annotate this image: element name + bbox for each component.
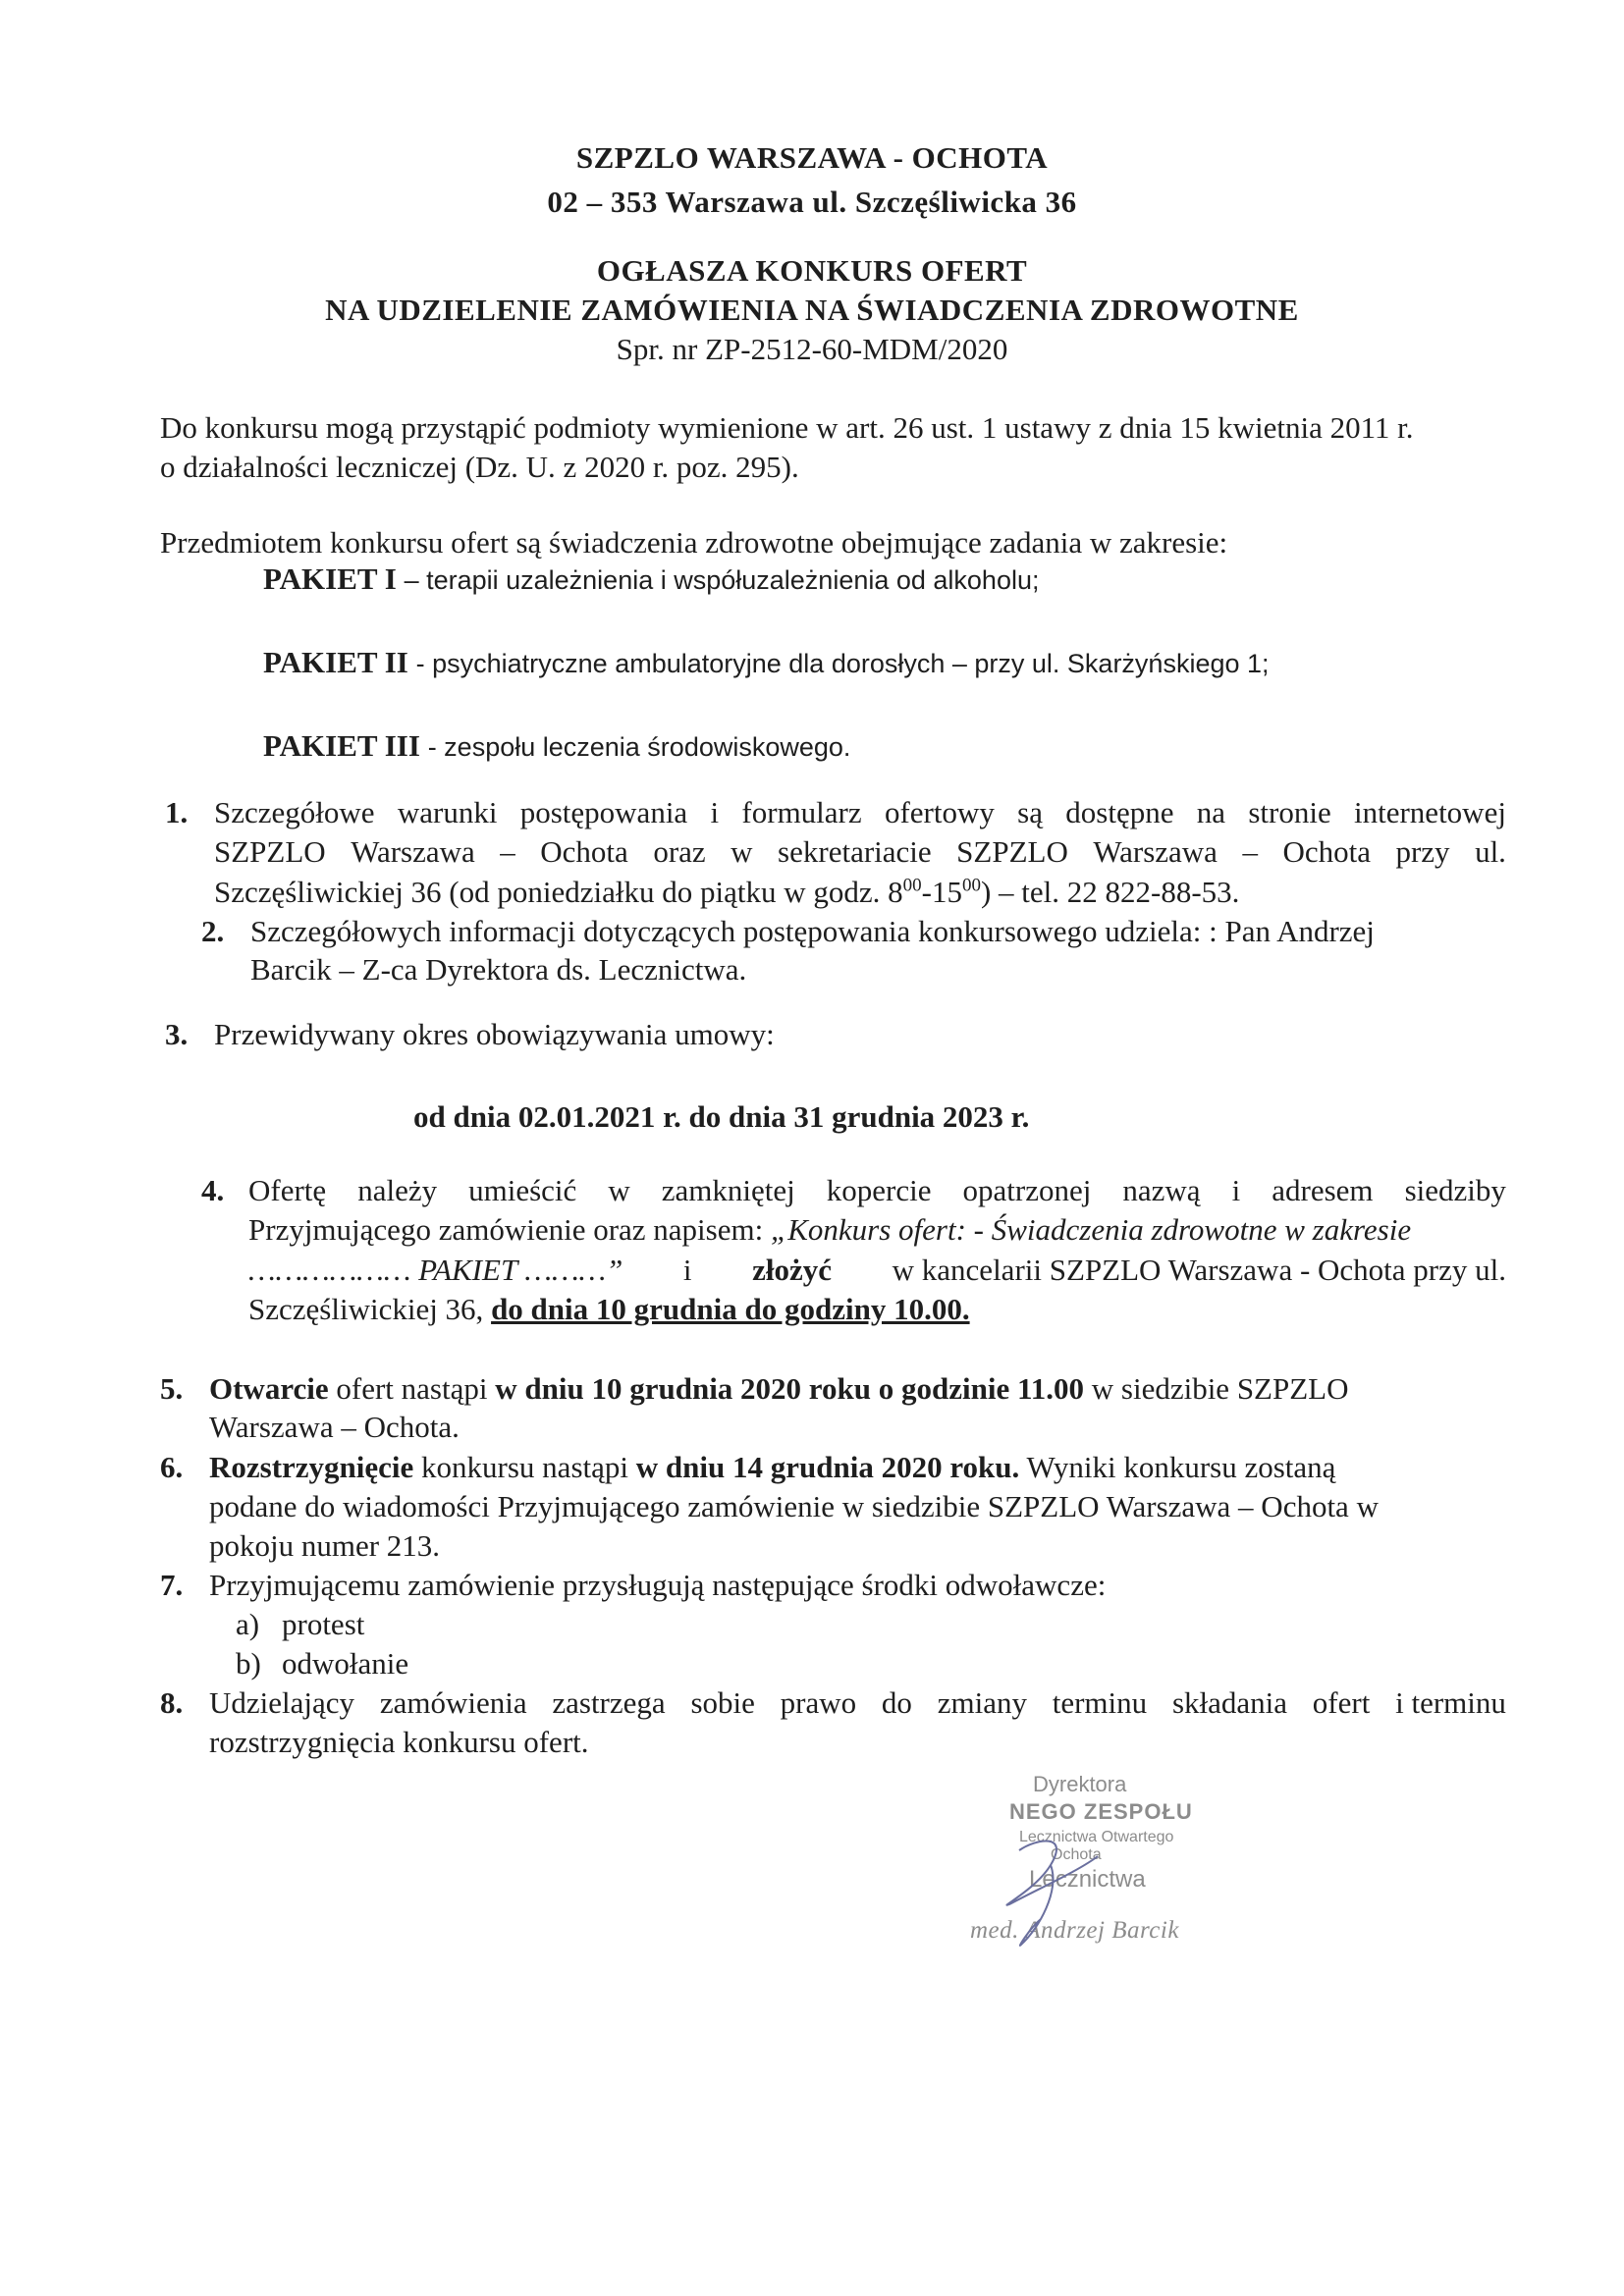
item-3-line-1: Przewidywany okres obowiązywania umowy: [214,1017,775,1051]
package-1 [263,561,1039,598]
item-1-line-1: Szczegółowe warunki postępowania i formularz ofertowy są dostępne na stronie internetowej [214,795,1506,829]
signature-icon [903,1772,1276,1998]
item-2-line-1: Szczegółowych informacji dotyczących postępowania konkursowego udziela: : Pan Andrzej [250,914,1375,948]
intro-line-2: o działalności leczniczej (Dz. U. z 2020 r. poz. 295). [160,450,799,484]
package-1-text: – terapii uzależnienia i współuzależnienia od alkoholu; [404,565,1040,595]
official-stamp [903,1772,1276,1998]
item-8-line-1: Udzielający zamówienia zastrzega sobie prawo do zmiany terminu składania ofert i terminu [209,1685,1506,1720]
organization-address: 02 – 353 Warszawa ul. Szczęśliwicka 36 [547,185,1077,219]
item-5-line-2: Warszawa – Ochota. [209,1410,460,1444]
package-2-label: PAKIET II [263,645,408,679]
stamp-line-2: NEGO ZESPOŁU [1009,1799,1193,1824]
announcement-subtitle: NA UDZIELENIE ZAMÓWIENIA NA ŚWIADCZENIA ZDROWOTNE [325,293,1299,327]
item-8-number: 8. [160,1685,184,1720]
item-1-number: 1. [165,795,189,829]
item-3-number: 3. [165,1017,189,1051]
package-2-text: - psychiatryczne ambulatoryjne dla dorosłych – przy ul. Skarżyńskiego 1; [415,649,1270,678]
item-4-line-4: Szczęśliwickiej 36, do dnia 10 grudnia do godziny 10.00. [248,1292,970,1326]
item-6-line-3: pokoju numer 213. [209,1528,441,1563]
stamp-line-3: Lecznictwa Otwartego [1019,1829,1174,1845]
item-4-line-1: Ofertę należy umieścić w zamkniętej kopercie opatrzonej nazwą i adresem siedziby [248,1173,1506,1207]
item-1-line-2: SZPZLO Warszawa – Ochota oraz w sekretariacie SZPZLO Warszawa – Ochota przy ul. [214,834,1506,869]
item-5-number: 5. [160,1371,184,1406]
envelope-label-text: „Konkurs ofert: - Świadczenia zdrowotne w zakresie [770,1212,1412,1247]
submission-deadline: do dnia 10 grudnia do godziny 10.00. [491,1292,970,1326]
item-4-line-3: ……………… PAKIET ………” i złożyć w kancelarii SZPZLO Warszawa - Ochota przy ul. [248,1253,1506,1287]
subject-lead: Przedmiotem konkursu ofert są świadczenia zdrowotne obejmujące zadania w zakresie: [160,525,1228,560]
item-6-line-2: podane do wiadomości Przyjmującego zamówienie w siedzibie SZPZLO Warszawa – Ochota w [209,1489,1379,1523]
item-4-line-2: Przyjmującego zamówienie oraz napisem: „Konkurs ofert: - Świadczenia zdrowotne w zakresie [248,1212,1412,1247]
stamp-line-5: Lecznictwa [1029,1866,1146,1893]
contract-period: od dnia 02.01.2021 r. do dnia 31 grudnia 2023 r. [413,1099,1030,1134]
package-3-text: - zespołu leczenia środowiskowego. [427,732,851,762]
package-3 [263,728,850,765]
organization-name: SZPZLO WARSZAWA - OCHOTA [575,140,1049,175]
package-3-label: PAKIET III [263,728,420,763]
item-8-line-2: rozstrzygnięcia konkursu ofert. [209,1725,589,1759]
item-2-number: 2. [201,914,225,948]
intro-line-1: Do konkursu mogą przystąpić podmioty wymienione w art. 26 ust. 1 ustawy z dnia 15 kwietnia 2011 r. [160,410,1414,445]
stamp-line-1: Dyrektora [1033,1772,1127,1796]
item-7-number: 7. [160,1568,184,1602]
stamp-signatory: med. Andrzej Barcik [970,1917,1179,1944]
item-7-sub-b: b) odwołanie [236,1646,409,1681]
item-7-sub-a: a) protest [236,1607,365,1641]
item-6-line-1: Rozstrzygnięcie konkursu nastąpi w dniu 14 grudnia 2020 roku. Wyniki konkursu zostaną [209,1450,1336,1484]
item-4-number: 4. [201,1173,225,1207]
item-1-line-3: Szczęśliwickiej 36 (od poniedziałku do piątku w godz. $8^{00}-15^{00}$) – tel. 22 822-88-53. [214,875,1240,909]
package-1-label: PAKIET I [263,561,397,596]
item-6-number: 6. [160,1450,184,1484]
item-2-line-2: Barcik – Z-ca Dyrektora ds. Lecznictwa. [250,952,747,987]
item-7-line-1: Przyjmującemu zamówienie przysługują następujące środki odwoławcze: [209,1568,1107,1602]
item-5-line-1: Otwarcie ofert nastąpi w dniu 10 grudnia 2020 roku o godzinie 11.00 w siedzibie SZPZLO [209,1371,1349,1406]
announcement-title: OGŁASZA KONKURS OFERT [596,253,1028,288]
case-reference: Spr. nr ZP-2512-60-MDM/2020 [616,332,1008,366]
package-2 [263,645,1270,681]
stamp-line-4: Ochota [1051,1846,1102,1863]
